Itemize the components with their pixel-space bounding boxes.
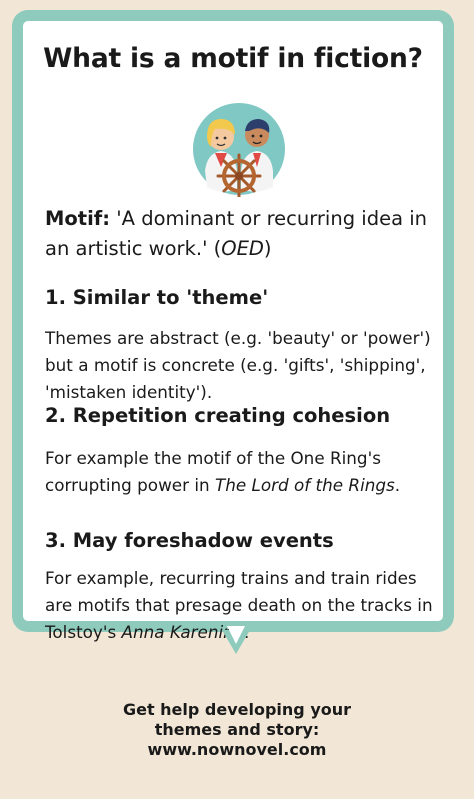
motif-definition [45,204,437,264]
footer-cta [0,700,474,760]
point-3-book-title: Anna Karenina [121,622,245,642]
two-sailors-at-ships-wheel-icon [191,101,287,197]
point-2-text [45,445,441,499]
motif-definition-text: 'A dominant or recurring idea in an artistic work.' ( [45,207,427,260]
card-content [23,21,443,642]
speech-bubble-tail-inner [227,626,245,644]
footer-website-link[interactable]: www.nownovel.com [147,740,327,759]
definition-source: OED [221,237,264,260]
motif-card [12,10,454,642]
point-2-heading: 2. Repetition creating cohesion [45,404,391,427]
point-2-book-title: The Lord of the Rings [214,475,395,495]
point-3-text-before: For example, recurring trains and train rides are motifs that presage death on the tracks in Tolstoy's [45,568,433,642]
point-3-heading: 3. May foreshadow events [45,529,334,552]
point-2-text-after: . [394,475,401,495]
point-3-text-after: . [244,622,250,642]
page-title: What is a motif in fiction? [43,43,423,74]
point-2-text-before: For example the motif of the One Ring's corrupting power in [45,448,381,495]
motif-label: Motif: [45,207,111,230]
definition-close: ) [263,237,272,260]
point-1-heading: 1. Similar to 'theme' [45,286,269,309]
footer-line-2: themes and story: [154,720,320,739]
point-1-text: Themes are abstract (e.g. 'beauty' or 'power') but a motif is concrete (e.g. 'gifts', 'shipping', 'mistaken identity'). [45,328,431,402]
footer-line-1: Get help developing your [122,700,352,719]
